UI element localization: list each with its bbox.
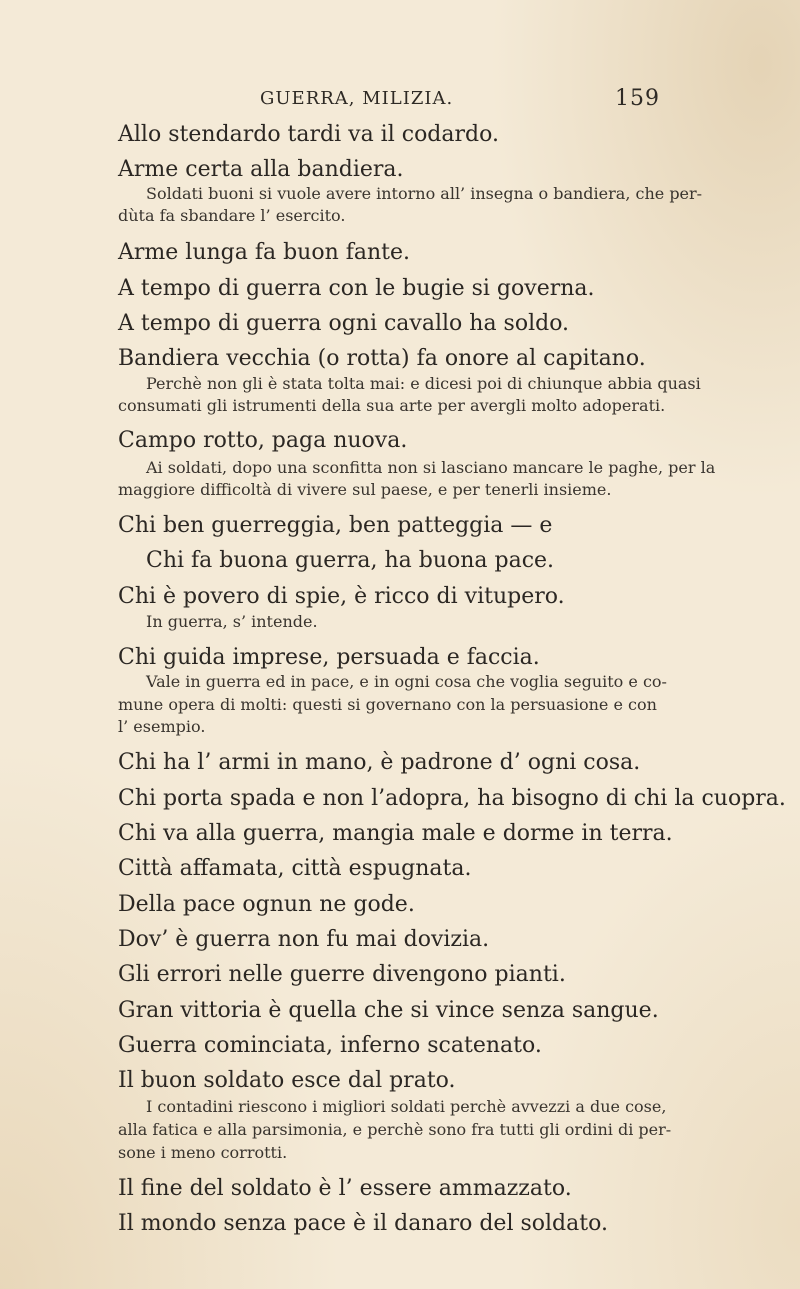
page-number: 159 bbox=[615, 86, 660, 111]
proverb-line: Il fine del soldato è l’ essere ammazzato. bbox=[118, 1176, 572, 1201]
proverb-line: Chi porta spada e non l’adopra, ha bisogno di chi la cuopra. bbox=[118, 786, 786, 811]
proverb-line: Città affamata, città espugnata. bbox=[118, 856, 472, 881]
proverb-line: Chi ha l’ armi in mano, è padrone d’ ogni cosa. bbox=[118, 750, 641, 775]
gloss-line: Soldati buoni si vuole avere intorno all’ insegna o bandiera, che per- bbox=[146, 184, 703, 203]
proverb-line: A tempo di guerra ogni cavallo ha soldo. bbox=[118, 311, 570, 336]
proverb-line: Gli errori nelle guerre divengono pianti. bbox=[118, 962, 566, 987]
gloss-line: In guerra, s’ intende. bbox=[146, 612, 318, 631]
gloss-line: alla fatica e alla parsimonia, e perchè sono fra tutti gli ordini di per- bbox=[118, 1120, 672, 1139]
proverb-line: Gran vittoria è quella che si vince senza sangue. bbox=[118, 998, 659, 1023]
running-title: GUERRA, MILIZIA. bbox=[260, 88, 454, 109]
gloss-line: maggiore difficoltà di vivere sul paese, e per tenerli insieme. bbox=[118, 480, 612, 499]
gloss-line: consumati gli istrumenti della sua arte per avergli molto adoperati. bbox=[118, 396, 666, 415]
proverb-line: Bandiera vecchia (o rotta) fa onore al capitano. bbox=[118, 346, 646, 371]
gloss-line: l’ esempio. bbox=[118, 717, 206, 736]
proverb-line: Il buon soldato esce dal prato. bbox=[118, 1068, 456, 1093]
proverb-line: Guerra cominciata, inferno scatenato. bbox=[118, 1033, 542, 1058]
proverb-line: Arme certa alla bandiera. bbox=[118, 157, 404, 182]
proverb-line: A tempo di guerra con le bugie si governa. bbox=[118, 276, 595, 301]
proverb-line: Arme lunga fa buon fante. bbox=[118, 240, 411, 265]
proverb-line: Chi guida imprese, persuada e faccia. bbox=[118, 645, 540, 670]
gloss-line: mune opera di molti: questi si governano con la persuasione e con bbox=[118, 695, 657, 714]
gloss-line: sone i meno corrotti. bbox=[118, 1143, 288, 1162]
proverb-line: Della pace ognun ne gode. bbox=[118, 892, 415, 917]
proverb-line: Campo rotto, paga nuova. bbox=[118, 428, 408, 453]
proverb-line: Dov’ è guerra non fu mai dovizia. bbox=[118, 927, 490, 952]
gloss-line: I contadini riescono i migliori soldati perchè avvezzi a due cose, bbox=[146, 1097, 667, 1116]
gloss-line: dùta fa sbandare l’ esercito. bbox=[118, 206, 346, 225]
proverb-line: Chi fa buona guerra, ha buona pace. bbox=[146, 548, 555, 573]
proverb-line: Chi è povero di spie, è ricco di vitupero. bbox=[118, 584, 565, 609]
proverb-line: Allo stendardo tardi va il codardo. bbox=[118, 122, 499, 147]
gloss-line: Ai soldati, dopo una sconfitta non si lasciano mancare le paghe, per la bbox=[146, 458, 716, 477]
gloss-line: Vale in guerra ed in pace, e in ogni cosa che voglia seguito e co- bbox=[146, 672, 667, 691]
gloss-line: Perchè non gli è stata tolta mai: e dicesi poi di chiunque abbia quasi bbox=[146, 374, 701, 393]
proverb-line: Chi va alla guerra, mangia male e dorme in terra. bbox=[118, 821, 673, 846]
proverb-line: Il mondo senza pace è il danaro del soldato. bbox=[118, 1211, 608, 1236]
proverb-line: Chi ben guerreggia, ben patteggia — e bbox=[118, 513, 553, 538]
